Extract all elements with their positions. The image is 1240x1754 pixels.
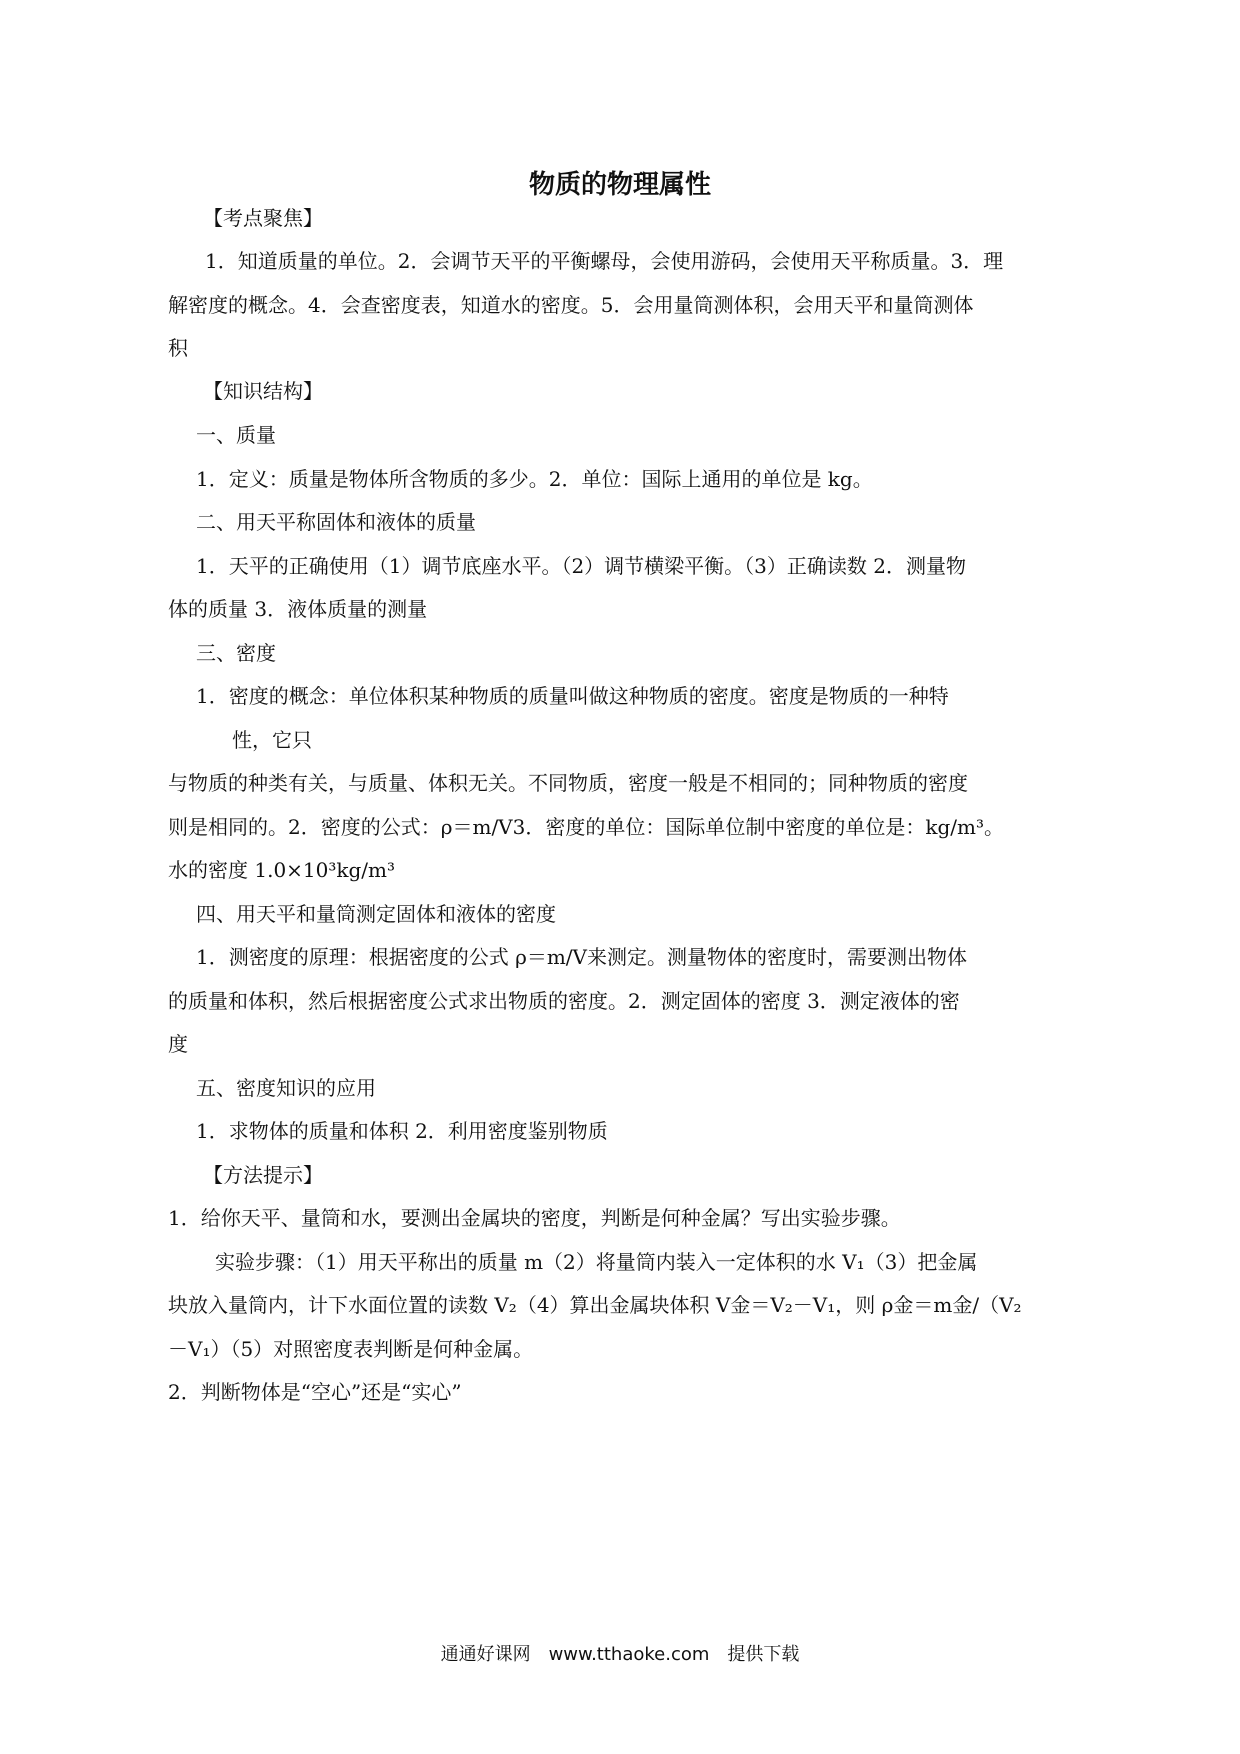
section-heading: 【知识结构】 <box>203 379 323 403</box>
paragraph-line: 则是相同的。2．密度的公式：ρ＝m/V3．密度的单位：国际单位制中密度的单位是：kg/m³。 <box>168 815 1004 839</box>
paragraph-line: 1．定义：质量是物体所含物质的多少。2．单位：国际上通用的单位是 kg。 <box>196 467 873 491</box>
paragraph-line: 1．测密度的原理：根据密度的公式 ρ＝m/V来测定。测量物体的密度时，需要测出物体 <box>196 945 967 969</box>
paragraph-line: －V₁）（5）对照密度表判断是何种金属。 <box>168 1337 534 1361</box>
paragraph-line: 积 <box>168 336 188 360</box>
section-heading: 【考点聚焦】 <box>203 206 323 230</box>
paragraph-line: 性，它只 <box>232 728 312 752</box>
paragraph-line: 度 <box>168 1032 188 1056</box>
subheading: 二、用天平称固体和液体的质量 <box>196 510 476 534</box>
paragraph-line: 水的密度 1.0×10³kg/m³ <box>168 858 396 882</box>
section-heading: 【方法提示】 <box>203 1163 323 1187</box>
subheading: 五、密度知识的应用 <box>196 1076 376 1100</box>
paragraph-line: 2．判断物体是“空心”还是“实心” <box>168 1380 462 1404</box>
page-title: 物质的物理属性 <box>528 170 711 200</box>
paragraph-line: 实验步骤：（1）用天平称出的质量 m（2）将量筒内装入一定体积的水 V₁（3）把金属 <box>215 1250 978 1274</box>
paragraph-line: 1．给你天平、量筒和水，要测出金属块的密度，判断是何种金属？写出实验步骤。 <box>168 1206 901 1230</box>
paragraph-line: 解密度的概念。4．会查密度表，知道水的密度。5．会用量筒测体积，会用天平和量筒测体 <box>168 293 974 317</box>
paragraph-line: 的质量和体积，然后根据密度公式求出物质的密度。2．测定固体的密度 3．测定液体的密 <box>168 989 960 1013</box>
paragraph-line: 与物质的种类有关，与质量、体积无关。不同物质，密度一般是不相同的；同种物质的密度 <box>168 771 968 795</box>
subheading: 三、密度 <box>196 641 276 665</box>
paragraph-line: 1．天平的正确使用（1）调节底座水平。（2）调节横梁平衡。（3）正确读数 2．测量物 <box>196 554 966 578</box>
subheading: 一、质量 <box>196 423 276 447</box>
footer-text: 通通好课网 www.tthaoke.com 提供下载 <box>440 1644 800 1665</box>
paragraph-line: 1．求物体的质量和体积 2．利用密度鉴别物质 <box>196 1119 608 1143</box>
paragraph-line: 块放入量筒内，计下水面位置的读数 V₂（4）算出金属块体积 V金＝V₂－V₁，则 ρ金＝m金/（V₂ <box>168 1293 1022 1317</box>
paragraph-line: 体的质量 3．液体质量的测量 <box>168 597 428 621</box>
subheading: 四、用天平和量筒测定固体和液体的密度 <box>196 902 556 926</box>
paragraph-line: 1．知道质量的单位。2．会调节天平的平衡螺母，会使用游码，会使用天平称质量。3．理 <box>205 249 1004 273</box>
paragraph-line: 1．密度的概念：单位体积某种物质的质量叫做这种物质的密度。密度是物质的一种特 <box>196 684 949 708</box>
